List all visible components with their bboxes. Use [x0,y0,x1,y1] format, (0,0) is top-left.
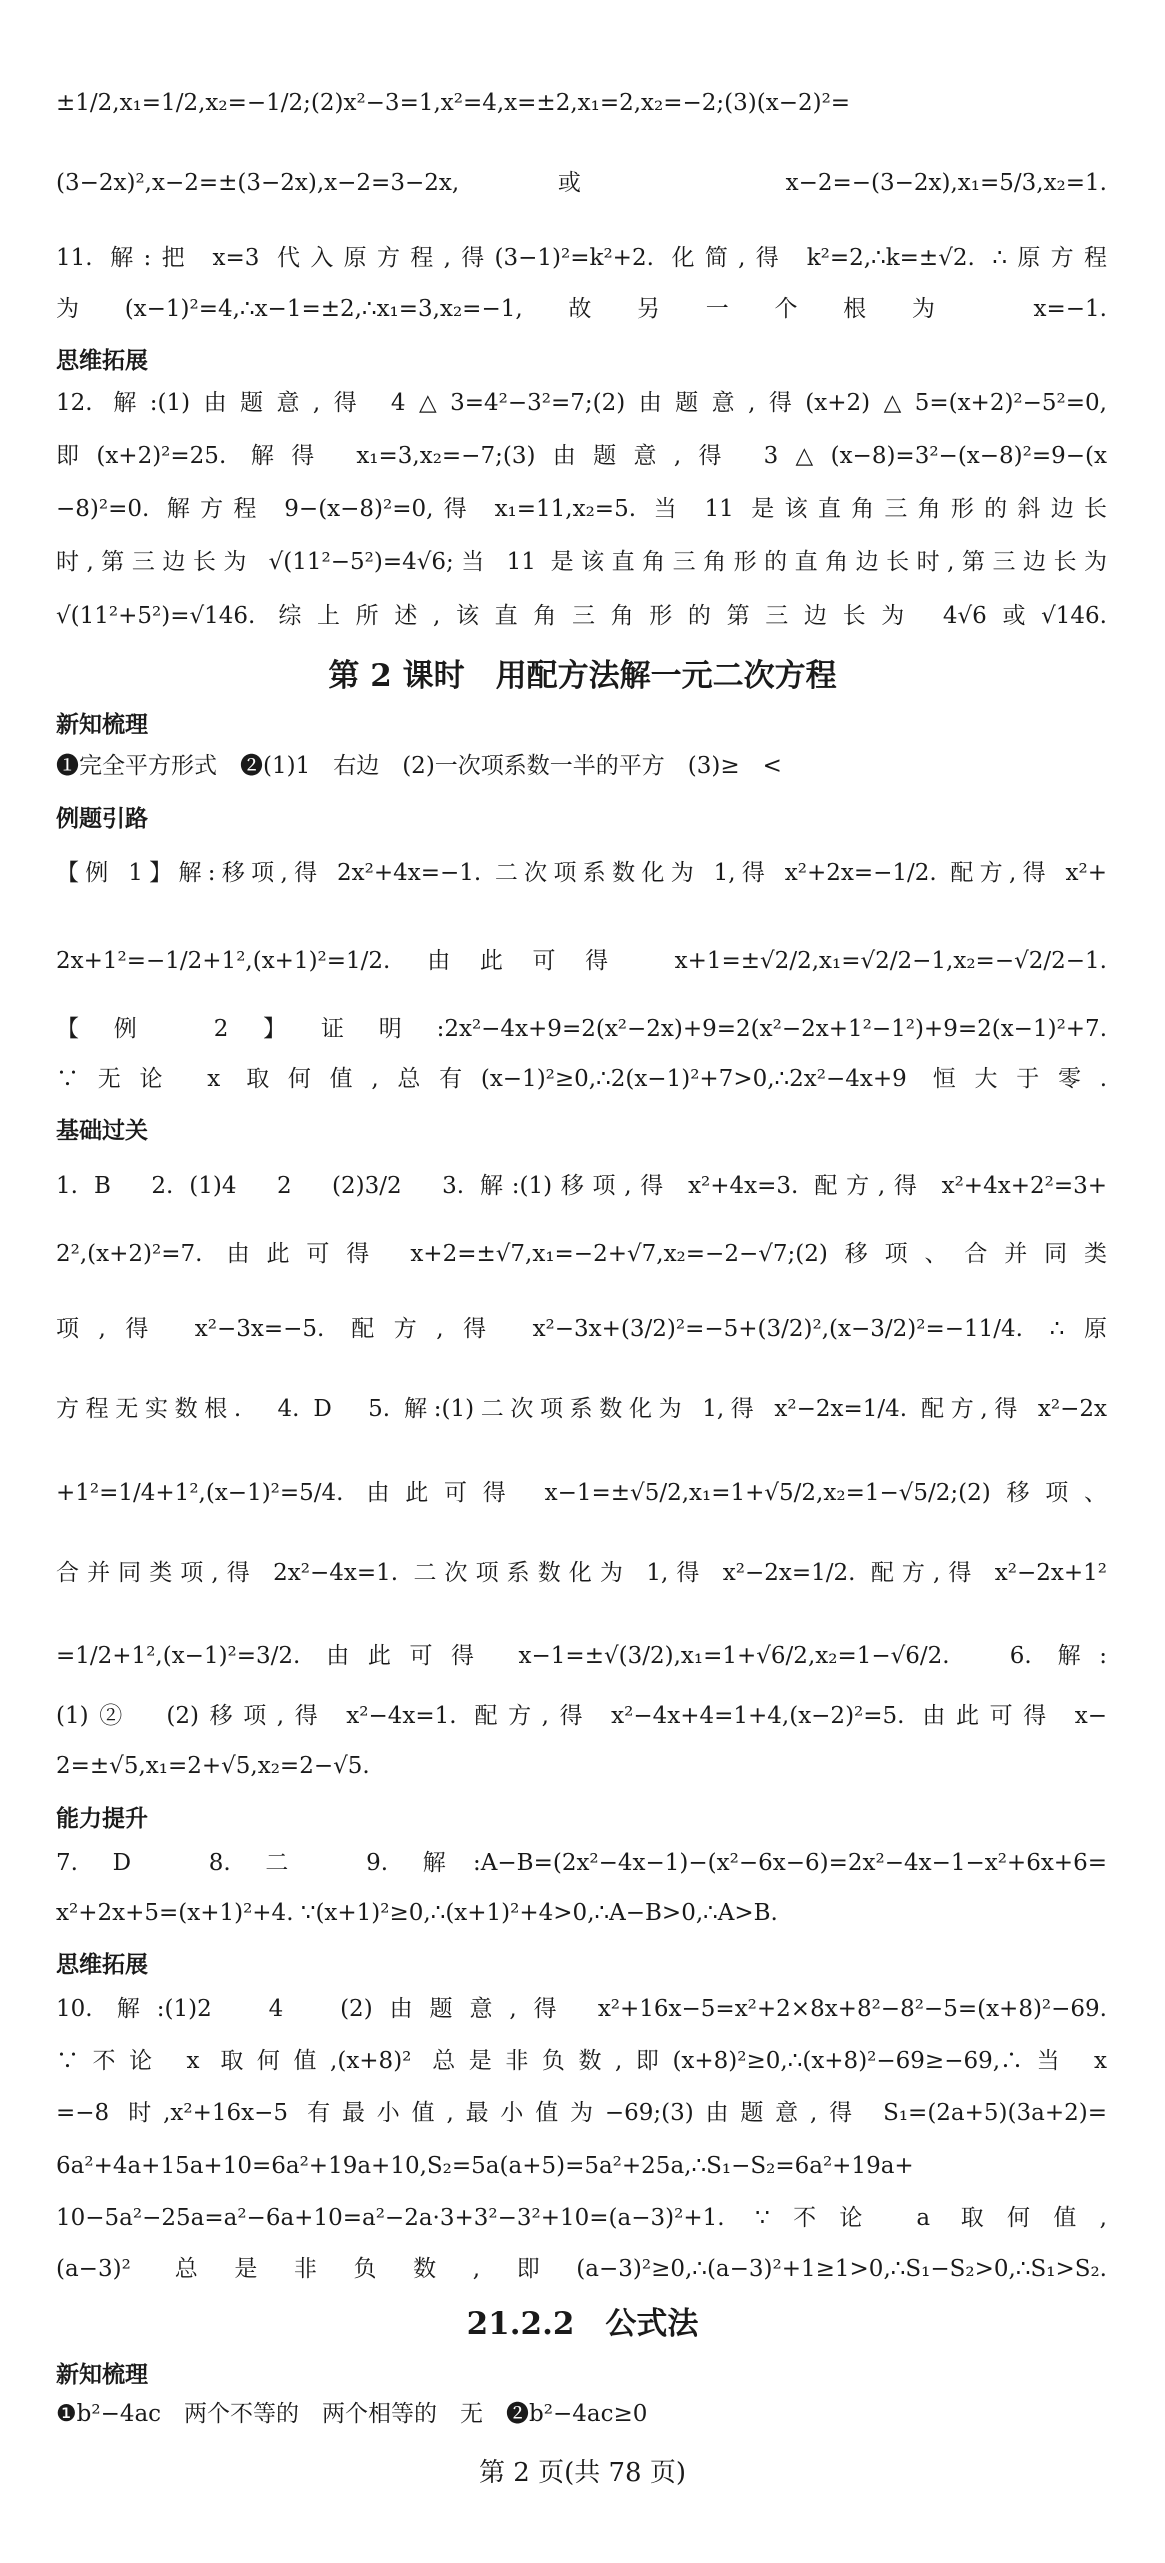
section-heading-thinking-ext: 思维拓展 [56,348,148,374]
section-heading-basic: 基础过关 [56,1118,148,1144]
section-heading-examples: 例题引路 [56,806,148,832]
text-line: −8)²=0. 解方程 9−(x−8)²=0,得 x₁=11,x₂=5. 当 11 是该直角三角形的斜边长 [56,496,1107,522]
text-line: 2²,(x+2)²=7. 由此可得 x+2=±√7,x₁=−2+√7,x₂=−2−√7;(2)移项、合并同类 [56,1241,1107,1267]
text-line: 11. 解:把 x=3 代入原方程,得(3−1)²=k²+2. 化简,得 k²=2,∴k=±√2. ∴原方程 [56,245,1107,271]
text-line: 即(x+2)²=25. 解得 x₁=3,x₂=−7;(3)由题意,得 3△(x−8)=3²−(x−8)²=9−(x [56,443,1107,469]
text-line: (3−2x)²,x−2=±(3−2x),x−2=3−2x,或 x−2=−(3−2x),x₁=5/3,x₂=1. [56,170,1107,196]
example-1-line: 2x+1²=−1/2+1²,(x+1)²=1/2. 由此可得 x+1=±√2/2,x₁=√2/2−1,x₂=−√2/2−1. [56,948,1107,974]
section-title-formula: 21.2.2 公式法 [466,2306,699,2342]
text-line: 合并同类项,得 2x²−4x=1. 二次项系数化为 1,得 x²−2x=1/2. 配方,得 x²−2x+1² [56,1560,1107,1586]
text-line: 6a²+4a+15a+10=6a²+19a+10,S₂=5a(a+5)=5a²+25a,∴S₁−S₂=6a²+19a+ [56,2153,914,2179]
section-heading-new-knowledge: 新知梳理 [56,712,148,738]
section-heading-new-knowledge: 新知梳理 [56,2362,148,2388]
text-line: 1. B 2. (1)4 2 (2)3/2 3. 解:(1)移项,得 x²+4x=3. 配方,得 x²+4x+2²=3+ [56,1173,1107,1199]
text-line: √(11²+5²)=√146. 综上所述,该直角三角形的第三边长为 4√6或√146. [56,603,1107,629]
text-line: (1)② (2)移项,得 x²−4x=1. 配方,得 x²−4x+4=1+4,(x−2)²=5. 由此可得 x− [56,1703,1107,1729]
section-heading-ability: 能力提升 [56,1806,148,1832]
text-line: +1²=1/4+1²,(x−1)²=5/4. 由此可得 x−1=±√5/2,x₁=1+√5/2,x₂=1−√5/2;(2)移项、 [56,1480,1107,1506]
text-line: =−8 时,x²+16x−5 有最小值,最小值为−69;(3)由题意,得 S₁=(2a+5)(3a+2)= [56,2100,1107,2126]
lesson-title: 第 2 课时 用配方法解一元二次方程 [328,658,837,694]
example-1-line: 【例 1】解:移项,得 2x²+4x=−1. 二次项系数化为 1,得 x²+2x=−1/2. 配方,得 x²+ [56,860,1107,886]
text-line: 时,第三边长为 √(11²−5²)=4√6;当 11 是该直角三角形的直角边长时,第三边长为 [56,549,1107,575]
section-heading-thinking-ext: 思维拓展 [56,1952,148,1978]
text-line: 7. D 8. 二 9. 解:A−B=(2x²−4x−1)−(x²−6x−6)=2x²−4x−1−x²+6x+6= [56,1850,1107,1876]
text-line: (a−3)² 总是非负数,即(a−3)²≥0,∴(a−3)²+1≥1>0,∴S₁−S₂>0,∴S₁>S₂. [56,2256,1107,2282]
text-line: ❶完全平方形式 ❷(1)1 右边 (2)一次项系数一半的平方 (3)≥ < [56,753,782,779]
text-line: =1/2+1²,(x−1)²=3/2. 由此可得 x−1=±√(3/2),x₁=1+√6/2,x₂=1−√6/2. 6. 解: [56,1643,1107,1669]
text-line: 项,得 x²−3x=−5. 配方,得 x²−3x+(3/2)²=−5+(3/2)²,(x−3/2)²=−11/4. ∴原 [56,1316,1107,1342]
text-line: 12. 解:(1)由题意,得 4△3=4²−3²=7;(2)由题意,得(x+2)△5=(x+2)²−5²=0, [56,390,1107,416]
page-footer: 第 2 页(共 78 页) [479,2458,686,2488]
text-line: ±1/2,x₁=1/2,x₂=−1/2;(2)x²−3=1,x²=4,x=±2,x₁=2,x₂=−2;(3)(x−2)²= [56,90,851,116]
example-2-line: ∵无论 x 取何值,总有(x−1)²≥0,∴2(x−1)²+7>0,∴2x²−4x+9 恒大于零. [56,1066,1107,1092]
text-line: 10. 解:(1)2 4 (2)由题意,得 x²+16x−5=x²+2×8x+8²−8²−5=(x+8)²−69. [56,1996,1107,2022]
text-line: 为(x−1)²=4,∴x−1=±2,∴x₁=3,x₂=−1,故另一个根为 x=−1. [56,296,1107,322]
text-line: 方程无实数根. 4. D 5. 解:(1)二次项系数化为 1,得 x²−2x=1/4. 配方,得 x²−2x [56,1396,1107,1422]
text-line: 10−5a²−25a=a²−6a+10=a²−2a·3+3²−3²+10=(a−3)²+1. ∵不论 a 取何值, [56,2205,1107,2231]
example-2-line: 【例 2】证明:2x²−4x+9=2(x²−2x)+9=2(x²−2x+1²−1²)+9=2(x−1)²+7. [56,1016,1107,1042]
text-line: 2=±√5,x₁=2+√5,x₂=2−√5. [56,1753,370,1779]
text-line: ❶b²−4ac 两个不等的 两个相等的 无 ❷b²−4ac≥0 [56,2401,648,2427]
text-line: x²+2x+5=(x+1)²+4. ∵(x+1)²≥0,∴(x+1)²+4>0,∴A−B>0,∴A>B. [56,1900,778,1926]
text-line: ∵不论 x 取何值,(x+8)² 总是非负数,即(x+8)²≥0,∴(x+8)²−69≥−69,∴当 x [56,2048,1107,2074]
